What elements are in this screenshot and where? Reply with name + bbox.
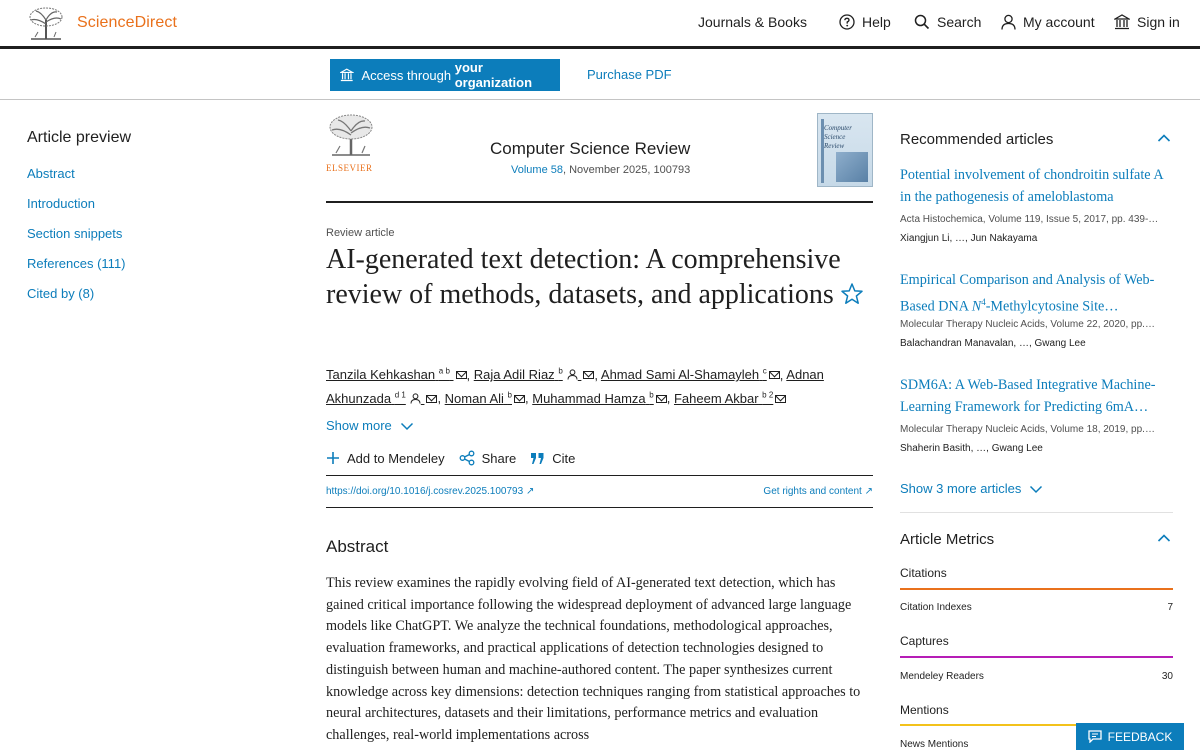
feedback-button[interactable] [1076,723,1184,750]
person-icon [410,393,421,404]
chevron-down-icon [1029,484,1043,494]
author-affiliation: a b [438,367,450,376]
author-affiliation: d 1 [394,390,406,400]
recommended-article-title[interactable]: Potential involvement of chondroitin sulfate A in the pathogenesis of ameloblastoma [900,167,1163,205]
recommended-article-source: Acta Histochemica, Volume 119, Issue 5, 2017, pp. 439-… [900,214,1159,225]
metric-category-captures: Captures [900,634,949,648]
author-link[interactable] [601,367,780,382]
nav-journals-books[interactable] [698,14,807,30]
nav-label: Sign in [1137,14,1180,30]
nav-label: Help [862,14,891,30]
journal-volume [511,164,690,176]
journal-title[interactable]: Computer Science Review [490,139,691,158]
author-name: Ahmad Sami Al-Shamayleh [600,367,760,383]
author-name: Noman Ali [444,390,504,406]
cover-line: Review [824,142,845,150]
recommended-article-authors: Xiangjun Li, …, Jun Nakayama [900,233,1038,244]
recommended-heading: Recommended articles [900,131,1054,148]
action-label: Share [481,450,517,466]
mail-icon [514,395,525,403]
mail-icon [426,395,437,403]
show-more-label: Show more [326,418,392,433]
volume-details: , November 2025, 100793 [562,164,691,176]
nav-help[interactable] [839,14,891,30]
nav-label: Search [937,14,982,30]
access-button-bold: your organization [454,60,533,90]
search-icon [914,14,930,30]
action-label: Add to Mendeley [347,450,445,466]
article-title [326,242,886,312]
toc-references[interactable]: References (111) [27,256,126,271]
chevron-up-icon[interactable] [1157,533,1171,543]
mail-icon [656,395,667,403]
access-organization-button[interactable] [330,59,560,91]
top-header [0,0,1200,46]
access-bar [0,49,1200,100]
author-name: Adnan Akhunzada [326,367,824,406]
metric-label: Mendeley Readers [900,671,984,682]
recommended-article-title[interactable]: SDM6A: A Web-Based Integrative Machine-Learning Framework for Predicting 6mA… [900,377,1156,415]
metric-category-mentions: Mentions [900,703,949,717]
author-list: Tanzila Kehkashan $^{a b}$ , Raja Adil Riaz $^b$ , Ahmad Sami Al-Shamayleh $^c$ , Adnan Akhunzada $^{d 1}$ , Noman Ali $^b$ , Muhammad Hamza $^b$ , Faheem Akbar $^{b 2}$ [326,367,824,406]
author-link[interactable] [532,391,667,406]
article-metrics-heading: Article Metrics [900,531,995,548]
recommended-article-title[interactable] [900,269,1175,318]
journal-cover-image[interactable] [817,113,873,187]
metric-label: News Mentions [900,739,969,750]
recommended-article-authors: Balachandran Manavalan, …, Gwang Lee [900,338,1086,349]
mail-icon [775,395,786,403]
plus-icon [326,451,340,465]
share-button[interactable] [459,450,517,466]
publisher-name: ELSEVIER [326,163,373,173]
journal-divider [326,201,873,203]
toc-introduction[interactable]: Introduction [27,196,95,211]
nav-label: My account [1023,14,1095,30]
elsevier-tree-icon [27,6,65,40]
article-actions [326,450,589,466]
metric-value: 7 [1167,602,1173,613]
cover-line: Science [824,133,846,141]
author-name: Faheem Akbar [673,390,759,406]
action-label: Cite [552,450,576,466]
mail-icon [456,371,467,379]
quote-icon [530,452,545,465]
show-more-authors-button[interactable] [326,418,414,433]
toc-abstract[interactable]: Abstract [27,166,75,181]
chevron-up-icon[interactable] [1157,133,1171,143]
mail-icon [583,371,594,379]
author-affiliation: b [649,390,654,400]
metric-row [900,671,1173,682]
share-icon [459,450,475,466]
mail-icon [769,371,780,379]
external-link-icon: ↗ [525,486,535,497]
elsevier-logo[interactable] [326,113,376,173]
metric-bar-citations [900,588,1173,590]
article-type: Review article [326,227,395,239]
feedback-label: FEEDBACK [1107,729,1173,744]
nav-my-account[interactable] [1001,14,1095,30]
add-to-mendeley-button[interactable] [326,451,445,466]
author-affiliation: c [762,367,767,376]
author-link[interactable] [474,367,595,382]
cover-title [824,124,852,151]
show-more-articles-button[interactable] [900,481,1043,496]
show-more-label: Show 3 more articles [900,481,1022,496]
doi-divider-bottom [326,507,873,508]
doi-link[interactable] [326,486,534,497]
author-name: Raja Adil Riaz [473,367,555,383]
nav-search[interactable] [914,14,981,30]
author-name: Tanzila Kehkashan [326,367,436,383]
abstract-heading: Abstract [326,537,389,556]
external-link-icon: ↗ [864,486,873,497]
title-part: Empirical Comparison and Analysis of Web-Based DNA [900,272,1155,315]
get-rights-link[interactable] [763,486,873,497]
title-sup: 4 [981,297,986,307]
author-affiliation: b 2 [762,390,774,400]
title-part: -Methylcytosine Site… [985,298,1119,315]
rights-text: Get rights and content [763,486,862,497]
article-title-text: AI-generated text detection: A comprehensive review of methods, datasets, and applications [326,244,841,310]
author-affiliation: b [558,367,563,376]
user-icon [1001,14,1016,30]
doi-text: https://doi.org/10.1016/j.cosrev.2025.100793 [326,486,524,497]
purchase-pdf-link[interactable]: Purchase PDF [587,67,672,82]
toc-section-snippets[interactable]: Section snippets [27,226,123,241]
institution-icon [1114,14,1130,30]
metric-value: 30 [1161,671,1173,682]
metric-bar-captures [900,656,1173,658]
recommended-article-source: Molecular Therapy Nucleic Acids, Volume 22, 2020, pp.… [900,319,1155,330]
sciencedirect-logo[interactable] [27,6,177,40]
recommended-article-authors: Shaherin Basith, …, Gwang Lee [900,443,1043,454]
article-preview-heading: Article preview [27,129,132,146]
author-link[interactable] [674,391,786,406]
volume-link[interactable]: Volume 58 [511,164,563,176]
person-icon [567,369,578,380]
author-link[interactable] [326,367,467,382]
abstract-text: This review examines the rapidly evolving field of AI-generated text detection, which has gained critical importance following the widespread deployment of advanced large language models like ChatGPT. We analyze the technical foundations, methodological approaches, evaluation frameworks, and practical applications of detection technologies designed to distinguish between human and machine-authored content. The paper synthesizes current knowledge across key dimensions: detection techniques ranging from statistical approaches to neural architectures, datasets and their limitations, performance metrics and evaluation challenges, real-world implementations across [326,575,861,743]
metric-category-citations: Citations [900,566,947,580]
recommended-article-source: Molecular Therapy Nucleic Acids, Volume 18, 2019, pp.… [900,424,1155,435]
title-italic: N [971,298,982,315]
elsevier-tree-icon [326,113,376,157]
nav-label: Journals & Books [698,14,807,30]
cite-button[interactable] [530,451,575,466]
toc-cited-by[interactable]: Cited by (8) [27,286,95,301]
access-button-prefix: Access through [361,67,455,83]
doi-divider-top [326,475,873,476]
help-icon [839,14,855,30]
star-icon[interactable] [840,282,864,306]
author-link[interactable] [445,391,525,406]
chevron-down-icon [400,421,414,431]
institution-icon [340,68,354,82]
sidebar-divider [900,512,1173,513]
cover-line: Computer [824,124,852,132]
metric-row [900,602,1173,613]
cover-art [836,152,868,182]
nav-sign-in[interactable] [1114,14,1180,30]
brand-name: ScienceDirect [77,14,178,31]
author-name: Muhammad Hamza [532,390,646,406]
metric-label: Citation Indexes [900,602,972,613]
chat-icon [1088,730,1102,743]
author-affiliation: b [507,390,512,400]
